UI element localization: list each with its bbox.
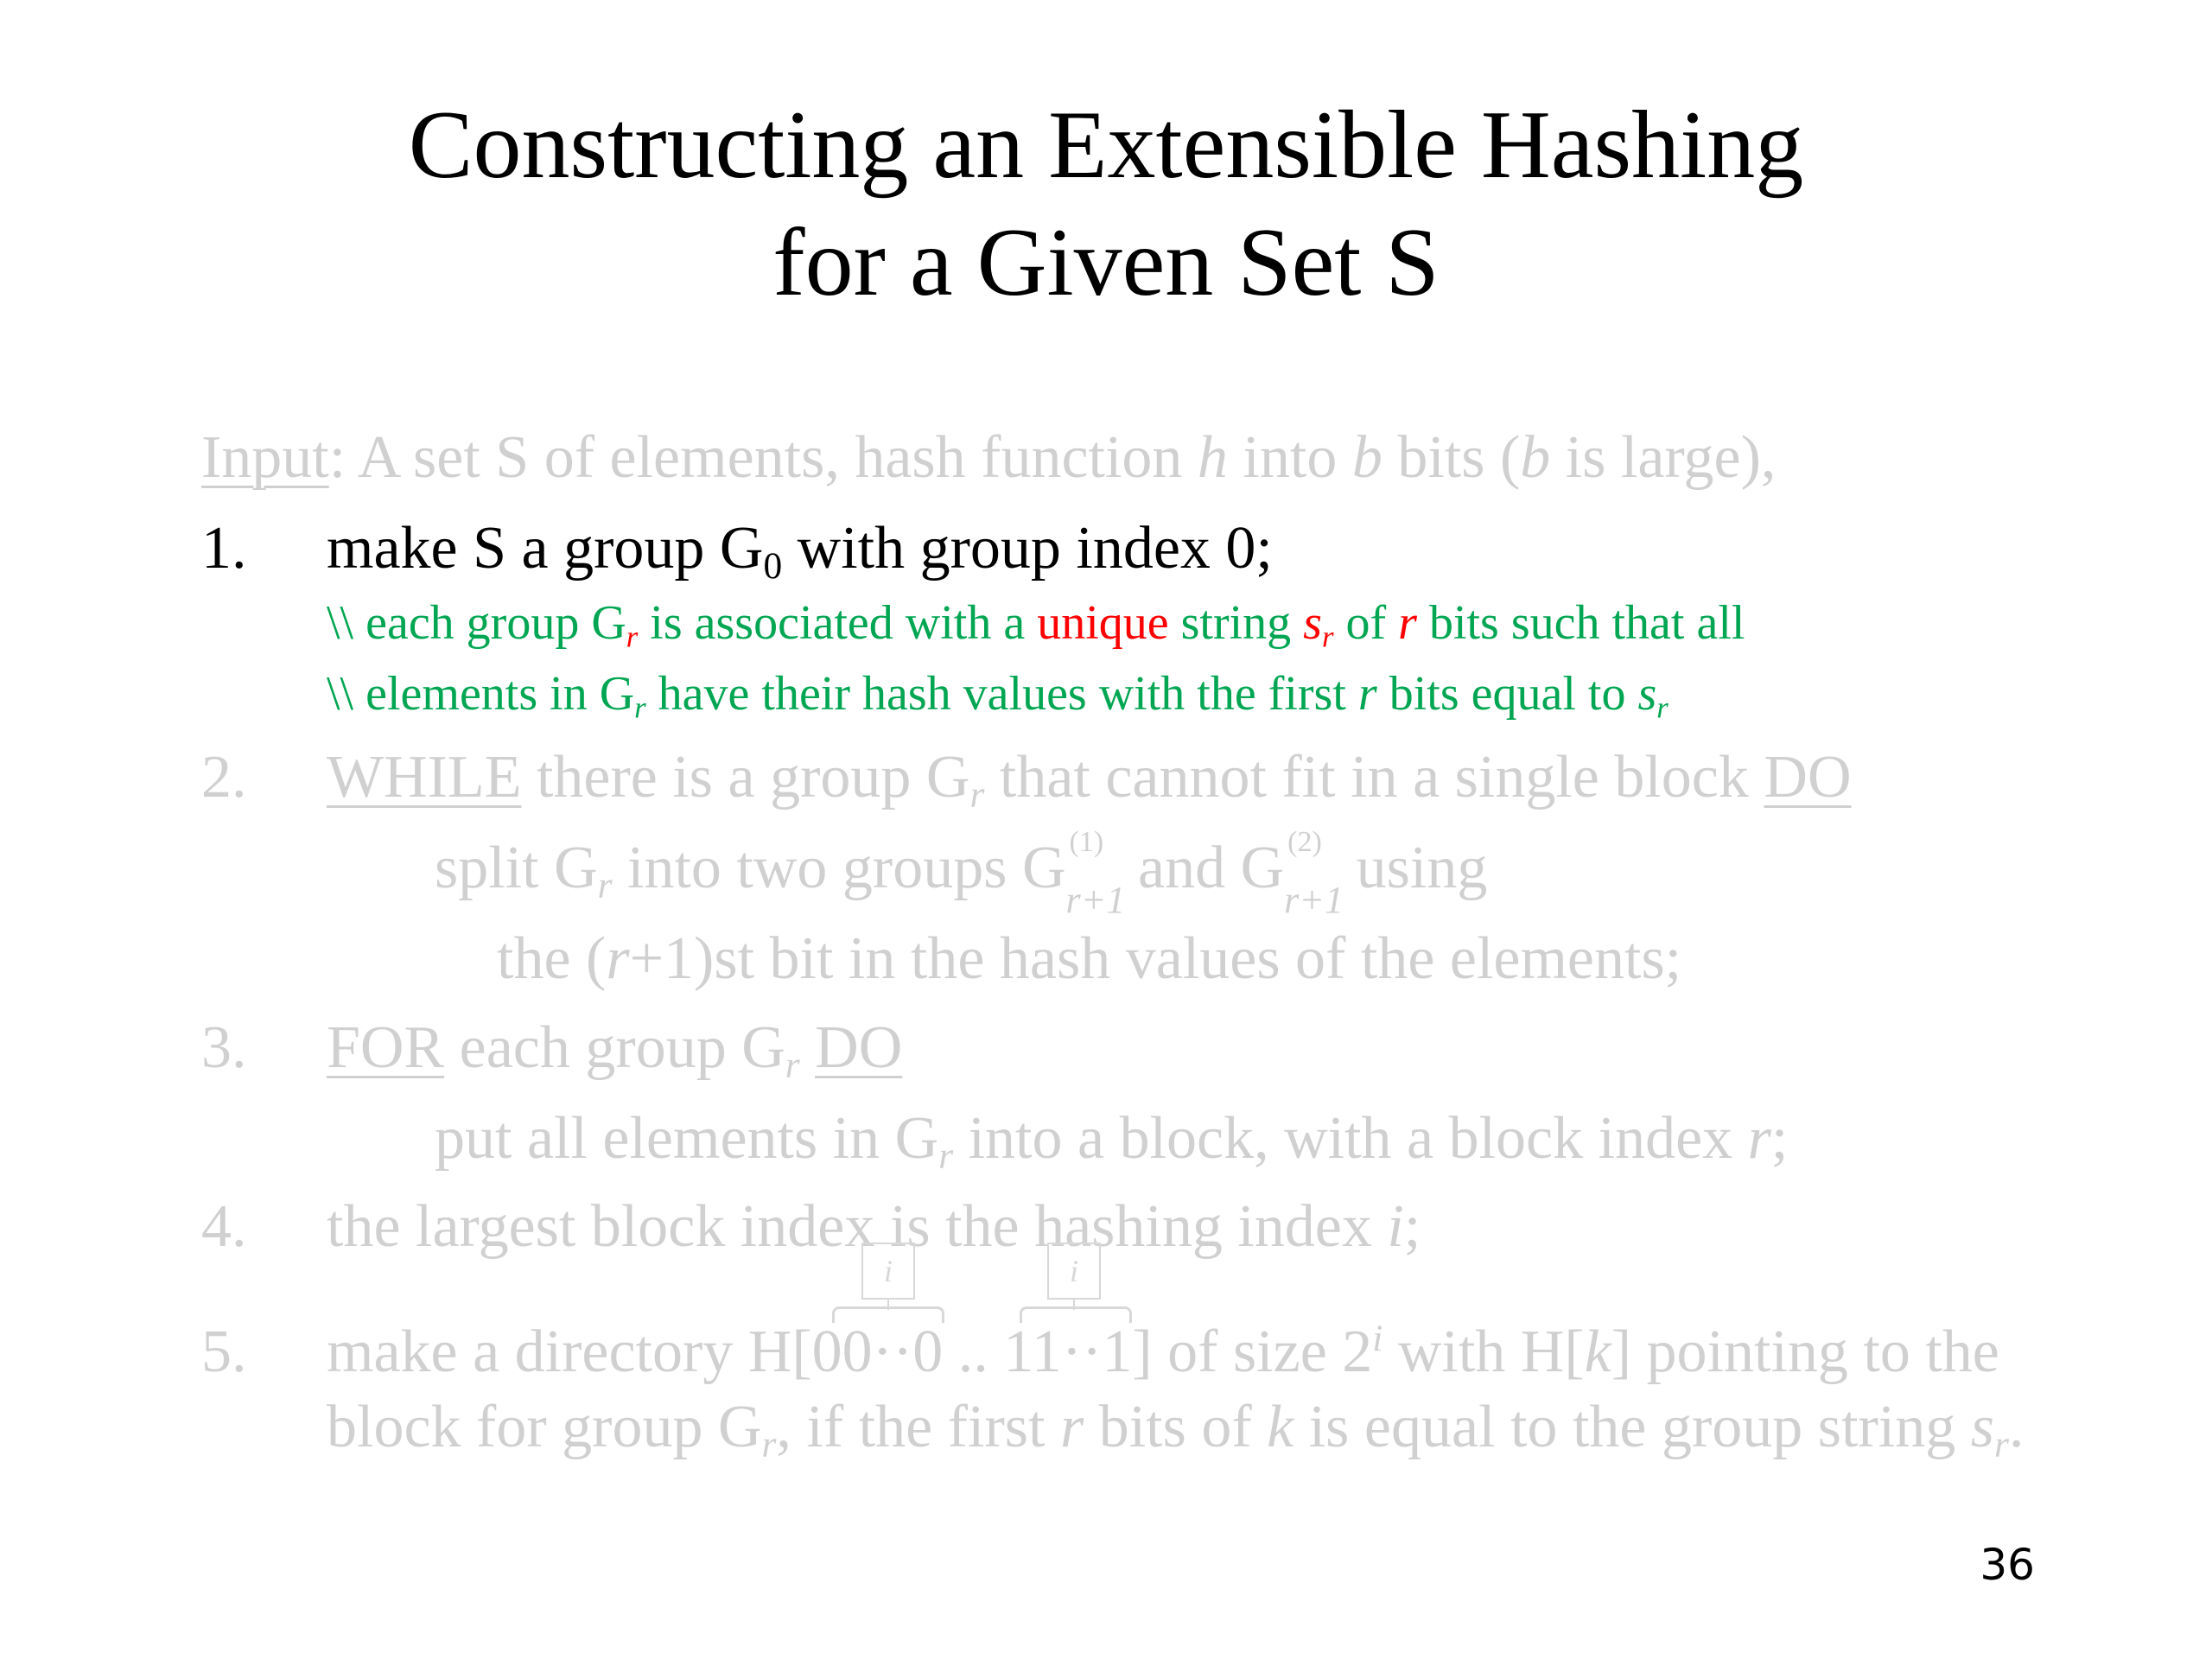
title-line-2: for a Given Set S <box>772 209 1440 316</box>
step-1-number: 1. <box>201 515 247 582</box>
unique-word: unique <box>1037 596 1169 650</box>
step-4-number: 4. <box>201 1193 247 1260</box>
step-2-while-line: WHILE there is a group $G_r$ that cannot fit in a single block DO <box>327 744 1852 817</box>
step-2-split-line: split $G_r$ into two groups G (1) r+1 and G (2) r+1 using <box>435 826 1488 921</box>
comment-line-2: \\ elements in $G_r$ have their hash values with the first r bits equal to $s_r$ <box>327 667 1669 725</box>
step-5-line-2: block for group $G_r$, if the first r bits of k is equal to the group string $s_r$. <box>327 1394 2024 1466</box>
slide-title <box>0 86 2212 321</box>
while-keyword: WHILE <box>327 744 522 810</box>
title-line-1: Constructing an Extensible Hashing <box>408 92 1804 199</box>
step-5-line-1: make a directory H[00··0 .. 11··1] of size 2$^i$ with H[k] pointing to the <box>327 1318 1999 1385</box>
step-5-number: 5. <box>201 1319 247 1385</box>
do-keyword: DO <box>1764 744 1852 810</box>
step-3-put-line: put all elements in $G_r$ into a block, with a block index r; <box>435 1105 1789 1178</box>
input-line: Input: A set S of elements, hash function h into b bits (b is large), <box>201 424 1777 491</box>
brace-label-box-1: i <box>861 1243 915 1300</box>
input-label: Input <box>201 424 329 491</box>
step-3-for-line: FOR each group $G_r$ DO <box>327 1014 903 1087</box>
step-2-bit-line: the (r+1)st bit in the hash values of the elements; <box>497 925 1682 992</box>
brace-label-box-2: i <box>1047 1243 1101 1300</box>
step-1-text: make S a group $G_0$ with group index 0; <box>327 515 1273 588</box>
page-number: 36 <box>1980 1540 2035 1590</box>
do-keyword-2: DO <box>815 1014 903 1081</box>
for-keyword: FOR <box>327 1014 445 1081</box>
step-4-text: the largest block index is the hashing index i; <box>327 1193 1421 1260</box>
step-2-number: 2. <box>201 744 247 810</box>
step-3-number: 3. <box>201 1014 247 1081</box>
comment-line-1: \\ each group $G_r$ is associated with a unique string $s_r$ of r bits such that all <box>327 596 1745 654</box>
